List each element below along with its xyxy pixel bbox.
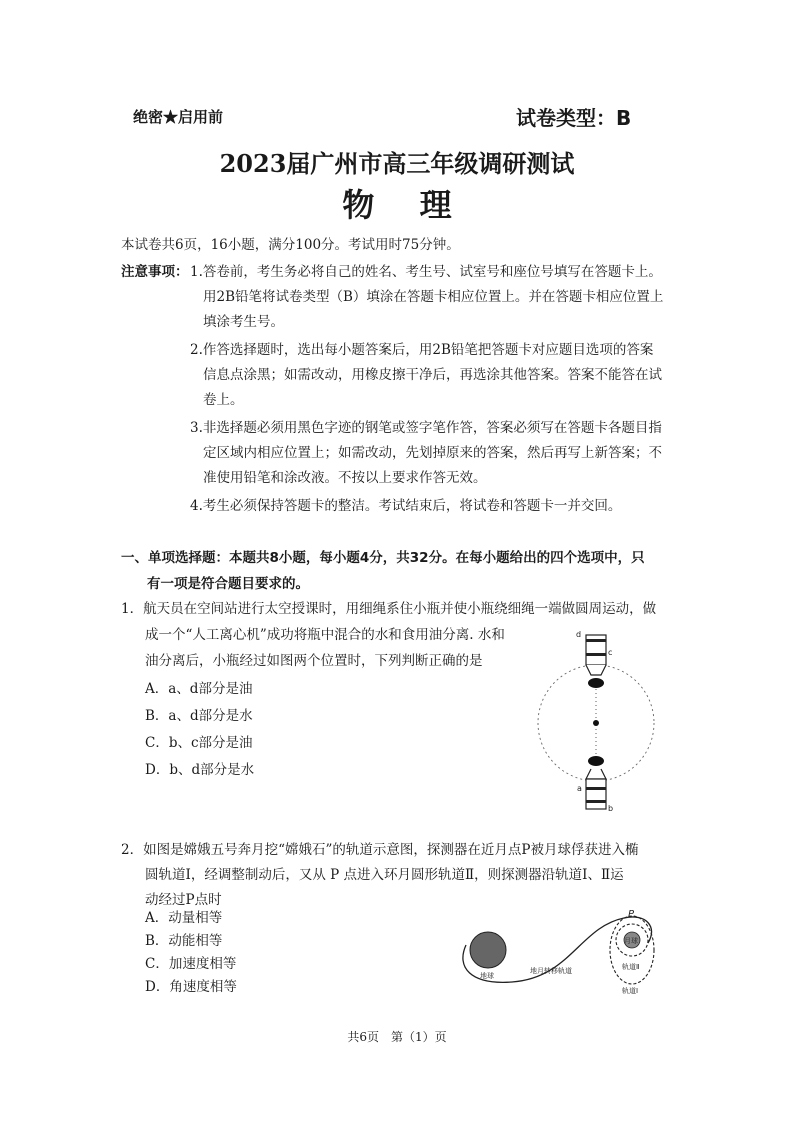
q2-option-d: D．角速度相等: [145, 979, 237, 995]
q1-stem-line: 成一个“人工离心机”成功将瓶中混合的水和食用油分离. 水和: [145, 627, 505, 643]
note-line: 准使用铅笔和涂改液。不按以上要求作答无效。: [203, 470, 487, 486]
note-line: 1.答卷前，考生务必将自己的姓名、考生号、试室号和座位号填写在答题卡上。: [190, 264, 662, 280]
subject-title: 物 理: [342, 186, 452, 224]
q1-stem-line: 1．航天员在空间站进行太空授课时，用细绳系住小瓶并使小瓶绕细绳一端做圆周运动，做: [121, 601, 657, 617]
label-a: a: [577, 784, 582, 793]
q1-stem-line: 油分离后，小瓶经过如图两个位置时，下列判断正确的是: [145, 653, 483, 669]
exam-intro: 本试卷共6页，16小题，满分100分。考试用时75分钟。: [121, 237, 460, 253]
point-p-label: P: [628, 909, 635, 920]
note-line: 卷上。: [203, 392, 244, 408]
bottom-bottle: [586, 756, 606, 809]
earth-label: 地球: [480, 972, 494, 980]
section-heading-cont: 有一项是符合题目要求的。: [147, 576, 309, 592]
note-line: 2.作答选择题时，选出每小题答案后，用2B铅笔把答题卡对应题目选项的答案: [190, 342, 654, 358]
secret-label: 绝密★启用前: [133, 108, 224, 126]
note-line: 用2B铅笔将试卷类型（B）填涂在答题卡相应位置上。并在答题卡相应位置上: [203, 289, 664, 305]
centrifuge-figure: [530, 625, 670, 815]
earth: [470, 932, 506, 968]
orbit-1: [610, 916, 654, 984]
q1-option-c: C．b、c部分是油: [145, 735, 253, 751]
label-d: d: [576, 630, 582, 639]
paper-type: 试卷类型：B: [516, 106, 632, 130]
orbit-figure: [452, 905, 672, 997]
rotation-center: [593, 720, 599, 726]
exam-title: 2023届广州市高三年级调研测试: [219, 149, 575, 178]
q2-option-b: B．动能相等: [145, 933, 223, 949]
top-bottle: [586, 635, 606, 688]
note-line: 信息点涂黑；如需改动，用橡皮擦干净后，再选涂其他答案。答案不能答在试: [203, 367, 662, 383]
q2-stem-line: 2．如图是嫦娥五号奔月挖“嫦娥石”的轨道示意图，探测器在近月点P被月球俘获进入椭: [121, 842, 639, 858]
transfer-label: 地月转移轨道: [530, 967, 572, 975]
note-line: 填涂考生号。: [203, 314, 284, 330]
moon-label: 月球: [624, 937, 638, 945]
q2-option-c: C．加速度相等: [145, 956, 237, 972]
q1-option-d: D．b、d部分是水: [145, 762, 255, 778]
q2-option-a: A．动量相等: [145, 910, 223, 926]
orbit-1-label: 轨道Ⅰ: [622, 987, 639, 995]
notes-label: 注意事项：: [121, 264, 189, 280]
note-line: 3.非选择题必须用黑色字迹的钢笔或签字笔作答，答案必须写在答题卡各题目指: [190, 420, 662, 436]
orbit-2-label: 轨道Ⅱ: [622, 963, 640, 971]
q1-option-b: B．a、d部分是水: [145, 708, 253, 724]
q1-option-a: A．a、d部分是油: [145, 681, 253, 697]
page-footer: 共6页 第（1）页: [347, 1030, 447, 1044]
label-c: c: [608, 648, 613, 657]
note-line: 定区域内相应位置上；如需改动，先划掉原来的答案，然后再写上新答案；不: [203, 445, 662, 461]
note-line: 4.考生必须保持答题卡的整洁。考试结束后，将试卷和答题卡一并交回。: [190, 498, 622, 514]
q2-stem-line: 圆轨道Ⅰ，经调整制动后，又从 P 点进入环月圆形轨道Ⅱ，则探测器沿轨道Ⅰ、Ⅱ运: [145, 867, 624, 883]
label-b: b: [608, 804, 614, 813]
section-heading: 一、单项选择题：本题共8小题，每小题4分，共32分。在每小题给出的四个选项中，只: [121, 550, 645, 566]
q2-stem-line: 动经过P点时: [145, 892, 222, 908]
